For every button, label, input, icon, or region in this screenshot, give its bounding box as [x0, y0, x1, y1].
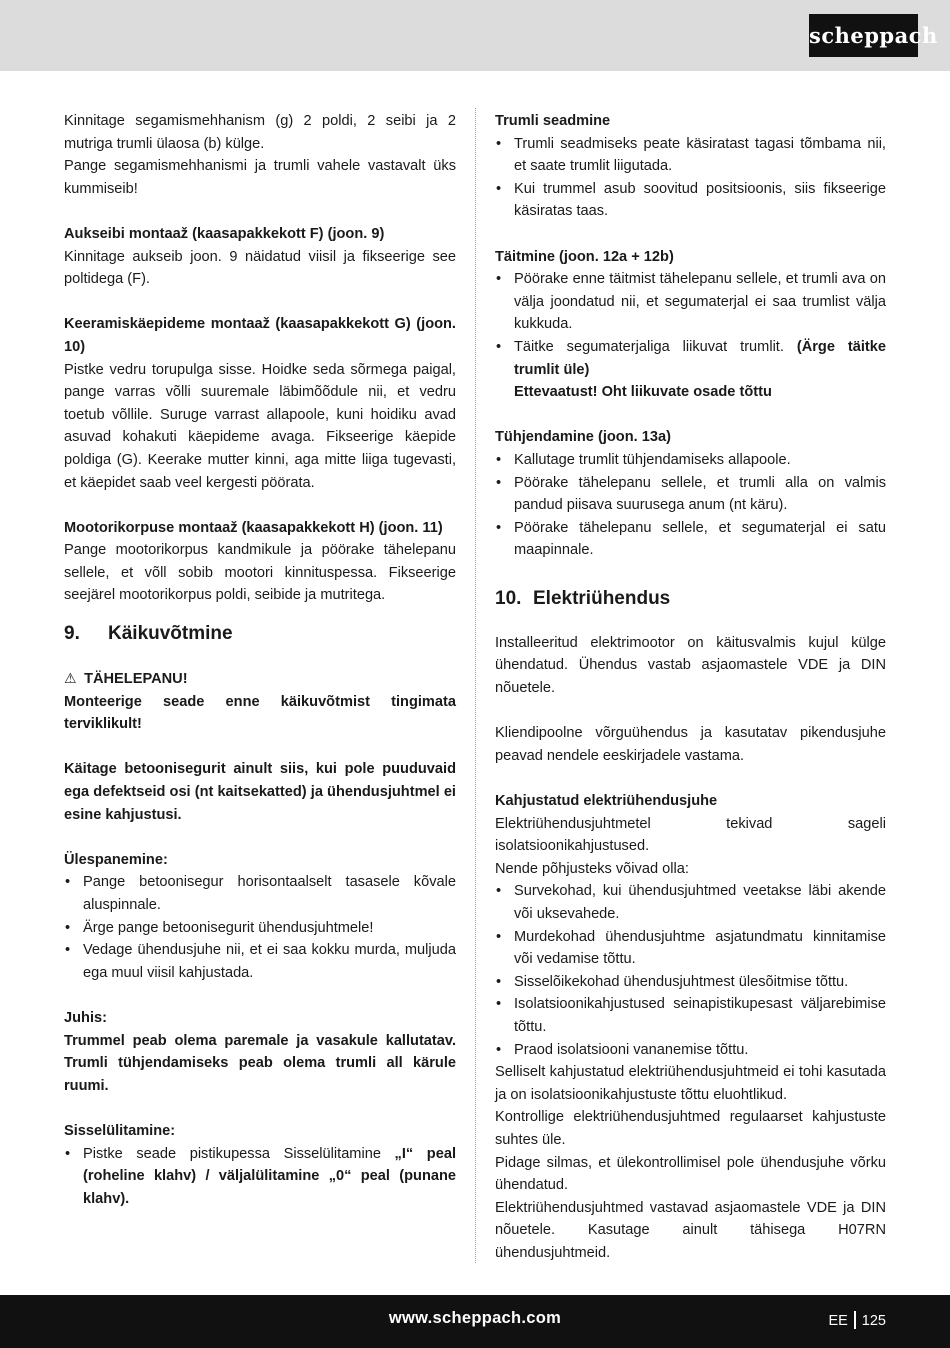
page-indicator: [828, 1311, 886, 1329]
moving-parts-warning: Ettevaatust! Oht liikuvate osade tõttu: [514, 384, 772, 401]
mootor-heading: Mootorikorpuse montaaž (kaasapakkekott H) (joon. 11): [64, 519, 443, 536]
section-10-number: 10.: [495, 587, 522, 609]
warning-label-text: TÄHELEPANU!: [84, 671, 188, 688]
safety-text: Käitage betoonisegurit ainult siis, kui pole puuduvaid ega defektseid osi (nt kaitsekatted) ja ühendusjuhtmel ei esine kahjustusi.: [64, 761, 456, 823]
aukseib-text: Kinnitage aukseib joon. 9 näidatud viisil ja fikseerige see poltidega (F).: [64, 248, 456, 288]
section-9-number: 9.: [64, 623, 80, 645]
list-item: • Pange betoonisegur horisontaalselt tasasele kõvale aluspinnale.: [64, 871, 456, 916]
section-9-title: Käikuvõtmine: [108, 623, 233, 645]
kaepide-text: Pistke vedru torupulga sisse. Hoidke seda sõrmega paigal, pange varras võlli suuremale läbimõõdule nii, et vedru toetub võllile. Suruge varrast allapoole, kuni hoidiku avad asuvad kohakuti käepideme avaga. Fikseerige käepide poldiga (G). Keerake mutter kinni, aga mitte liiga tugevasti, et käepidet saab veel kergesti pöörata.: [64, 361, 456, 491]
list-item: • Murdekohad ühendusjuhtme asjatundmatu kinnitamise või vedamise tõttu.: [495, 926, 886, 971]
list-item: • Trumli seadmiseks peate käsiratast tagasi tõmbama nii, et saate trumlit liigutada.: [495, 133, 886, 178]
list-item: • Survekohad, kui ühendusjuhtmed veetakse läbi akende või uksevahede.: [495, 880, 886, 925]
switch-heading: Sisselülitamine:: [64, 1122, 176, 1139]
scheppach-logo: scheppach: [809, 14, 918, 57]
list-item: • Vedage ühendusjuhe nii, et ei saa kokku murda, muljuda ega muul viisil kahjustada.: [64, 939, 456, 984]
warning-triangle-icon: ⚠: [64, 670, 77, 687]
cable-paragraph-5: Pidage silmas, et ülekontrollimisel pole ühendusjuhe võrku ühendatud.: [495, 1154, 886, 1194]
section-10-paragraph-2: Kliendipoolne võrguühendus ja kasutatav pikendusjuhe peavad nendele eeskirjadele vastama.: [495, 725, 886, 764]
list-item: [64, 1143, 456, 1211]
list-item: • Kallutage trumlit tühjendamiseks allapoole.: [495, 449, 886, 472]
list-item: • Pöörake tähelepanu sellele, et segumaterjal ei satu maapinnale.: [495, 517, 886, 562]
setup-heading: Ülespanemine:: [64, 851, 168, 868]
right-column: [495, 110, 886, 1265]
cable-causes-list: [495, 880, 886, 1061]
trumli-seadmine-list: [495, 133, 886, 223]
cable-paragraph-4: Kontrollige elektriühendusjuhtmed regulaarset kahjustuste suhtes üle.: [495, 1109, 886, 1148]
list-item: • Praod isolatsiooni vananemise tõttu.: [495, 1039, 886, 1062]
list-item: • Pöörake tähelepanu sellele, et trumli alla on valmis pandud piisava suurusega anum (nt käru).: [495, 472, 886, 517]
warning-text: Monteerige seade enne käikuvõtmist tingimata terviklikult!: [64, 693, 456, 733]
tuhjendamine-list: [495, 449, 886, 562]
page-number: 125: [861, 1313, 886, 1329]
website-link[interactable]: www.scheppach.com: [388, 1309, 562, 1327]
cable-paragraph-3: Selliselt kahjustatud elektriühendusjuhtmeid ei tohi kasutada ja on isolatsioonikahjustuste tõttu eluohtlikud.: [495, 1064, 886, 1103]
intro-paragraph-2: Pange segamismehhanismi ja trumli vahele vastavalt üks kummiseib!: [64, 158, 456, 197]
taitmine-item-text: Täitke segumaterjaliga liikuvat trumlit.: [514, 338, 797, 355]
note-heading: Juhis:: [64, 1009, 107, 1026]
tuhjendamine-heading: Tühjendamine (joon. 13a): [495, 429, 671, 446]
header-bar: [0, 0, 950, 71]
page-separator: [854, 1311, 856, 1329]
list-item: • Ärge pange betoonisegurit ühendusjuhtmele!: [64, 917, 456, 940]
list-item: • Pöörake enne täitmist tähelepanu sellele, et trumli ava on välja joondatud nii, et segumaterjal ei saa trumlist välja kukkuda.: [495, 268, 886, 336]
left-column: [64, 110, 456, 1210]
note-text: Trummel peab olema paremale ja vasakule kallutatav. Trumli tühjendamiseks peab olema trumli all kärule ruumi.: [64, 1032, 456, 1094]
mootor-text: Pange mootorikorpus kandmikule ja pöörake tähelepanu sellele, et võll sobib mootori kinnituspessa. Fikseerige seejärel mootorikorpus poldi, seibide ja mutritega.: [64, 542, 456, 604]
section-10-heading: [495, 586, 886, 612]
kaepide-heading: Keeramiskäepideme montaaž (kaasapakkekott G) (joon. 10): [64, 316, 456, 355]
switch-text: Pistke seade pistikupessa Sisselülitamine: [83, 1145, 395, 1162]
cable-paragraph-2: Nende põhjusteks võivad olla:: [495, 860, 689, 877]
cable-paragraph-6: Elektriühendusjuhtmed vastavad asjaomastele VDE ja DIN nõuetele. Kasutage ainult tähisega H07RN ühendusjuhtmeid.: [495, 1199, 886, 1261]
section-10-paragraph-1: Installeeritud elektrimootor on käitusvalmis kujul külge ühendatud. Ühendus vastab asjaomastele VDE ja DIN nõuetele.: [495, 634, 886, 697]
list-item: • Kui trummel asub soovitud positsioonis, siis fikseerige käsiratas taas.: [495, 178, 886, 223]
list-item: [495, 336, 886, 404]
taitmine-item-bold: (Ärge täitke trumlit üle): [514, 338, 886, 378]
column-divider: [475, 108, 476, 1263]
switch-list: [64, 1143, 456, 1211]
list-item: • Isolatsioonikahjustused seinapistikupesast väljarebimise tõttu.: [495, 993, 886, 1038]
warning-label: [64, 667, 456, 691]
trumli-seadmine-heading: Trumli seadmine: [495, 113, 611, 129]
switch-text-bold: „I“ peal (roheline klahv) / väljalülitamine „0“ peal (punane klahv).: [83, 1145, 456, 1207]
aukseib-heading: Aukseibi montaaž (kaasapakkekott F) (joon. 9): [64, 225, 385, 242]
language-code: EE: [828, 1313, 848, 1329]
intro-paragraph-1: Kinnitage segamismehhanism (g) 2 poldi, 2 seibi ja 2 mutriga trumli ülaosa (b) külge.: [64, 113, 456, 152]
section-10-title: Elektriühendus: [533, 587, 671, 609]
cable-paragraph-1: Elektriühendusjuhtmetel tekivad sageli isolatsioonikahjustused.: [495, 815, 886, 855]
section-9-heading: [64, 621, 456, 647]
taitmine-heading: Täitmine (joon. 12a + 12b): [495, 248, 674, 265]
list-item: • Sisselõikekohad ühendusjuhtmest ülesõitmise tõttu.: [495, 971, 886, 994]
footer-bar: [0, 1295, 950, 1348]
cable-heading: Kahjustatud elektriühendusjuhe: [495, 793, 718, 810]
taitmine-list: [495, 268, 886, 404]
setup-list: [64, 871, 456, 984]
